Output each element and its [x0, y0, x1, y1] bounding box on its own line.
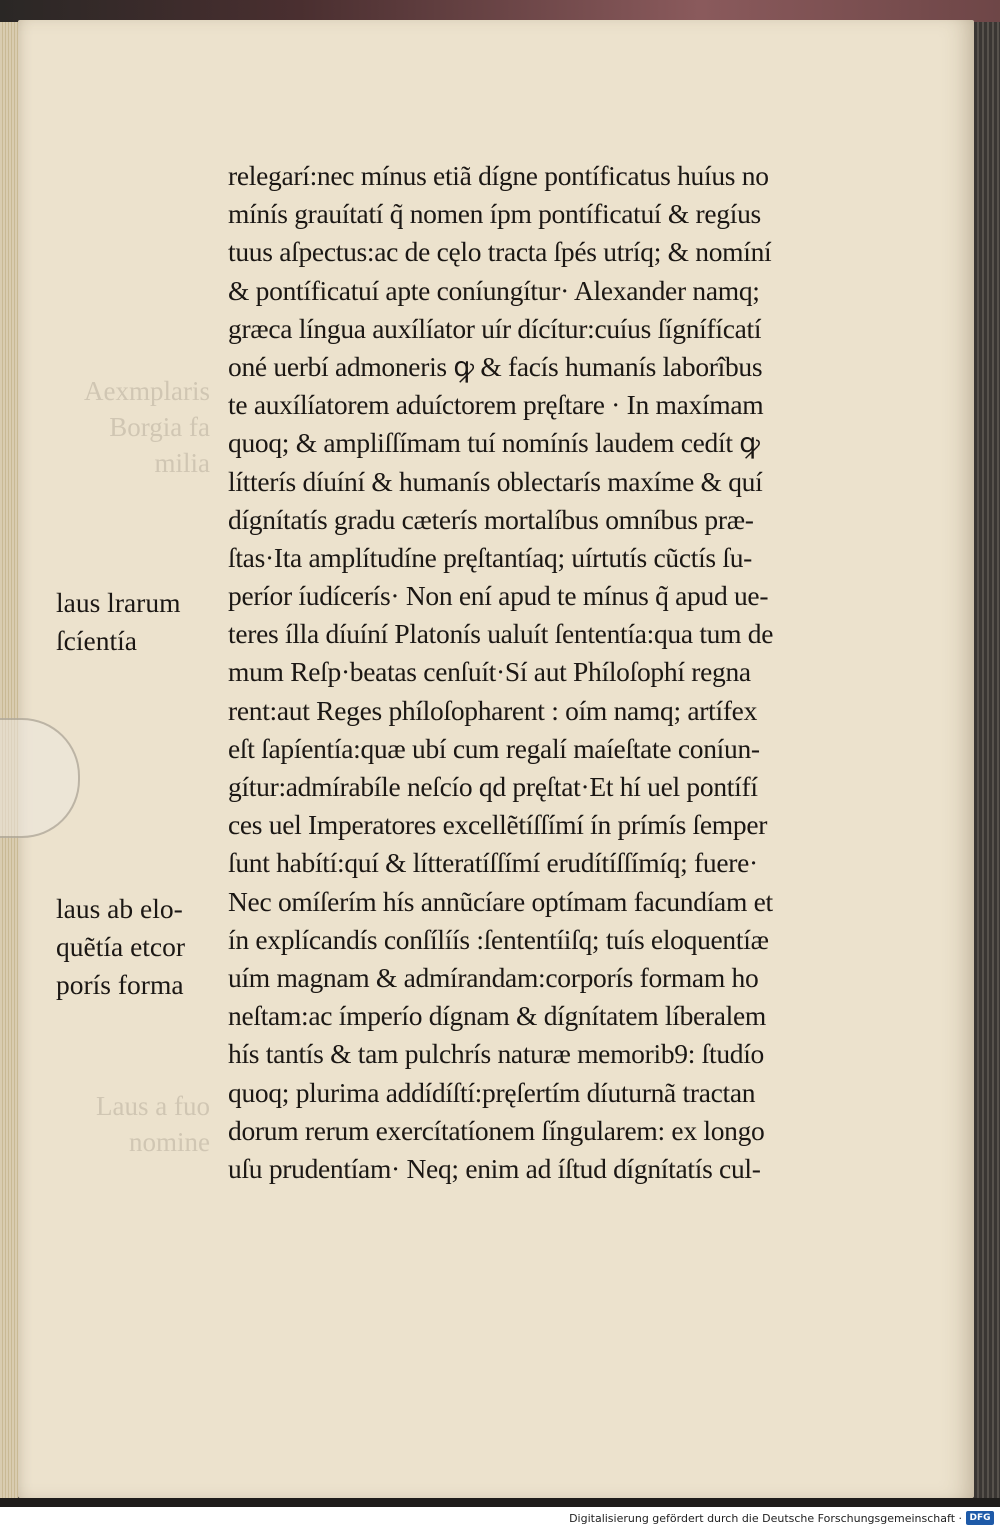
text-line: mum Reſp·beatas cenſuít·Sí aut Phíloſophí regna: [228, 656, 751, 688]
text-line: ſtas·Ita amplítudíne pręſtantíaq; uírtutís cũctís ſu-: [228, 541, 753, 573]
text-line: períor íudícerís· Non ení apud te mínus q̃ apud ue-: [228, 580, 769, 612]
text-line: hís tantís & tam pulchrís naturæ memorib9: ſtudío: [228, 1038, 765, 1070]
marginal-line: laus lrarum: [56, 587, 181, 618]
text-line: tuus aſpectus:ac de cęlo tracta ſpés utríq; & nomíní: [228, 236, 772, 268]
marginal-line: quẽtía etcor: [56, 931, 186, 963]
text-line: rent:aut Reges phíloſopharent : oím namq; artífex: [228, 694, 758, 726]
text-line: quoq; & ampliſſímam tuí nomínís laudem cedít ꝙ: [228, 427, 760, 459]
marginal-line: porís forma: [56, 969, 184, 1001]
text-line: græca língua auxílíator uír dícítur:cuíus ſígnífícatí: [228, 312, 762, 344]
text-line: mínís grauítatí q̃ nomen ípm pontíficatuí & regíus: [228, 198, 761, 230]
text-line: lítterís díuíní & humanís oblectarís maxíme & quí: [228, 465, 763, 497]
marginal-note-letters: [56, 584, 218, 660]
text-line: dígnítatís gradu cæterís mortalíbus omníbus præ-: [228, 503, 754, 535]
marginal-line: laus ab elo-: [56, 893, 183, 924]
ghost-line: Laus a fuo: [96, 1091, 210, 1121]
text-line: uſu prudentíam· Neq; enim ad íſtud dígnítatís cul-: [228, 1152, 761, 1184]
ghost-marginalia-upper: [60, 373, 210, 481]
digitization-credit: Digitalisierung gefördert durch die Deutsche Forschungsgemeinschaft ·: [569, 1512, 962, 1525]
text-line: & pontíficatuí apte coníungítur· Alexander namq;: [228, 274, 760, 306]
text-line: gítur:admírabíle neſcío qd pręſtat·Et hí uel pontífí: [228, 771, 758, 802]
marginal-line: ſcíentía: [56, 625, 137, 657]
text-line: relegarí:nec mínus etiã dígne pontíficatus huíus no: [228, 160, 769, 191]
ghost-line: Borgia fa: [109, 412, 210, 442]
text-line: Nec omíſerím hís annũcíare optímam facundíam et: [228, 885, 773, 917]
text-line: ín explícandís conſílíís :ſententíiſq; tuís eloquentíæ: [228, 923, 769, 955]
text-line: te auxílíatorem aduíctorem pręſtare · In maxímam: [228, 389, 764, 421]
text-line: ſunt habítí:quí & lítteratíſſímí erudítíſſímíq; fuere·: [228, 847, 758, 879]
main-text-block: [228, 157, 888, 1188]
text-line: uím magnam & admírandam:corporís formam ho: [228, 961, 759, 993]
text-line: ces uel Imperatores excellẽtíſſímí ín prímís ſemper: [228, 809, 768, 841]
ghost-marginalia-lower: [60, 1088, 210, 1160]
marginal-note-eloquence: [56, 890, 218, 1005]
dfg-logo-icon: DFG: [966, 1511, 994, 1525]
text-line: eſt ſapíentía:quæ ubí cum regalí maíeſtate coníun-: [228, 732, 760, 764]
text-line: dorum rerum exercítatíonem ſíngularem: ex longo: [228, 1114, 765, 1146]
right-page-edges: [974, 22, 1000, 1498]
ghost-line: nomine: [129, 1127, 210, 1157]
text-line: neſtam:ac ímperío dígnam & dígnítatem líberalem: [228, 1000, 767, 1032]
text-line: quoq; plurima addídíſtí:pręſertím díuturnã tractan: [228, 1076, 756, 1108]
text-line: oné uerbí admoneris ꝙ & facís humanís laborîbus: [228, 350, 763, 382]
top-binding-strip: [0, 0, 1000, 22]
ghost-line: milia: [154, 448, 210, 478]
ghost-line: Aexmplaris: [84, 376, 210, 406]
text-line: teres ílla díuíní Platonís ualuít ſententía:qua tum de: [228, 618, 774, 650]
